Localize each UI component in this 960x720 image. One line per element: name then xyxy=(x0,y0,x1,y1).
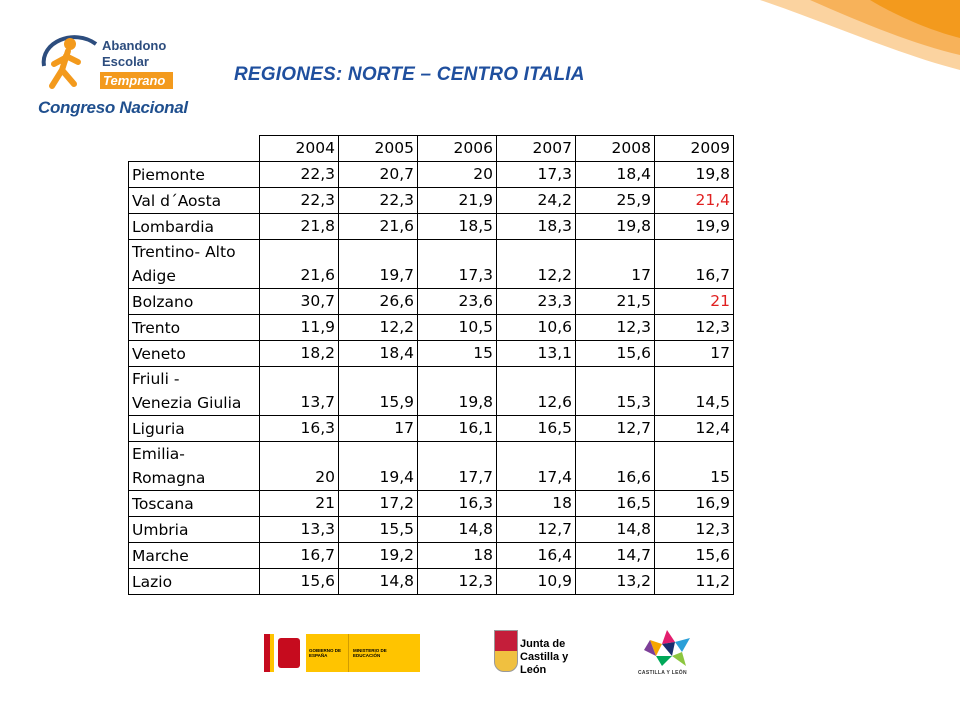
region-name-line: Lombardia xyxy=(132,218,215,236)
value-cell: 26,6 xyxy=(339,289,418,315)
region-name-cell xyxy=(129,367,260,416)
value-cell: 16,7 xyxy=(655,240,734,289)
value-cell: 17 xyxy=(655,341,734,367)
regions-table xyxy=(128,135,734,595)
value-cell: 17 xyxy=(339,416,418,442)
table-row xyxy=(129,491,734,517)
value-cell: 14,8 xyxy=(576,517,655,543)
logo-text-congreso: Congreso Nacional xyxy=(38,98,188,117)
value-cell: 14,8 xyxy=(339,569,418,595)
region-name-cell xyxy=(129,341,260,367)
table-row xyxy=(129,240,734,289)
value-cell: 21 xyxy=(655,289,734,315)
table-row xyxy=(129,416,734,442)
value-cell: 16,1 xyxy=(418,416,497,442)
value-cell: 16,5 xyxy=(497,416,576,442)
value-cell: 16,3 xyxy=(260,416,339,442)
value-cell: 16,3 xyxy=(418,491,497,517)
value-cell: 12,6 xyxy=(497,367,576,416)
value-cell: 16,6 xyxy=(576,442,655,491)
value-cell: 18,4 xyxy=(339,341,418,367)
junta-line2: Castilla y León xyxy=(520,651,569,676)
value-cell: 21,5 xyxy=(576,289,655,315)
logo-text-temprano: Temprano xyxy=(100,72,173,89)
table-row xyxy=(129,315,734,341)
value-cell: 20 xyxy=(260,442,339,491)
year-header-cell: 2008 xyxy=(576,136,655,162)
value-cell: 10,9 xyxy=(497,569,576,595)
table-row xyxy=(129,214,734,240)
region-name-cell xyxy=(129,289,260,315)
table-row xyxy=(129,442,734,491)
value-cell: 15,6 xyxy=(576,341,655,367)
header-blank-cell xyxy=(129,136,260,162)
value-cell: 12,3 xyxy=(655,517,734,543)
region-name-cell xyxy=(129,162,260,188)
value-cell: 16,5 xyxy=(576,491,655,517)
value-cell: 17,7 xyxy=(418,442,497,491)
region-name-line: Venezia Giulia xyxy=(132,394,242,412)
region-name-cell xyxy=(129,442,260,491)
region-name-line: Trento xyxy=(132,319,181,337)
table-row xyxy=(129,341,734,367)
value-cell: 17,3 xyxy=(497,162,576,188)
value-cell: 12,7 xyxy=(576,416,655,442)
region-name-cell xyxy=(129,491,260,517)
value-cell: 16,7 xyxy=(260,543,339,569)
value-cell: 21 xyxy=(260,491,339,517)
region-name-line: Lazio xyxy=(132,573,173,591)
value-cell: 12,3 xyxy=(655,315,734,341)
flag-yellow-stripe xyxy=(270,634,274,672)
value-cell: 12,2 xyxy=(339,315,418,341)
regions-table-body xyxy=(129,136,734,595)
shield-icon xyxy=(494,630,518,672)
abandono-escolar-logo xyxy=(34,28,204,128)
ministerio-box xyxy=(348,634,420,672)
region-name-line: Friuli - xyxy=(132,370,180,388)
region-name-cell xyxy=(129,416,260,442)
value-cell: 18,3 xyxy=(497,214,576,240)
region-name-line: Bolzano xyxy=(132,293,194,311)
value-cell: 13,3 xyxy=(260,517,339,543)
value-cell: 25,9 xyxy=(576,188,655,214)
value-cell: 21,6 xyxy=(339,214,418,240)
value-cell: 23,6 xyxy=(418,289,497,315)
value-cell: 14,7 xyxy=(576,543,655,569)
year-header-cell: 2006 xyxy=(418,136,497,162)
value-cell: 19,4 xyxy=(339,442,418,491)
value-cell: 13,2 xyxy=(576,569,655,595)
value-cell: 22,3 xyxy=(260,188,339,214)
region-name-line: Liguria xyxy=(132,420,185,438)
region-name-line: Marche xyxy=(132,547,189,565)
castilla-leon-label: CASTILLA Y LEÓN xyxy=(638,670,687,676)
value-cell: 15 xyxy=(655,442,734,491)
region-name-cell xyxy=(129,517,260,543)
value-cell: 16,4 xyxy=(497,543,576,569)
table-row xyxy=(129,162,734,188)
region-name-cell xyxy=(129,214,260,240)
value-cell: 22,3 xyxy=(339,188,418,214)
region-name-cell xyxy=(129,315,260,341)
value-cell: 16,9 xyxy=(655,491,734,517)
castilla-leon-brand-logo xyxy=(636,628,696,686)
region-name-line: Emilia- xyxy=(132,445,185,463)
logo-text-escolar: Escolar xyxy=(102,54,149,69)
value-cell: 21,4 xyxy=(655,188,734,214)
value-cell: 20,7 xyxy=(339,162,418,188)
value-cell: 17 xyxy=(576,240,655,289)
value-cell: 18,4 xyxy=(576,162,655,188)
value-cell: 23,3 xyxy=(497,289,576,315)
value-cell: 18,2 xyxy=(260,341,339,367)
value-cell: 17,4 xyxy=(497,442,576,491)
region-name-cell xyxy=(129,240,260,289)
ministerio-label: MINISTERIO DE EDUCACIÓN xyxy=(353,648,387,658)
value-cell: 15,6 xyxy=(655,543,734,569)
table-row xyxy=(129,188,734,214)
star-mosaic-icon xyxy=(642,628,692,668)
gobierno-box xyxy=(306,634,348,672)
value-cell: 17,2 xyxy=(339,491,418,517)
value-cell: 21,9 xyxy=(418,188,497,214)
table-row xyxy=(129,543,734,569)
region-name-cell xyxy=(129,188,260,214)
value-cell: 12,3 xyxy=(576,315,655,341)
value-cell: 19,9 xyxy=(655,214,734,240)
corner-swoosh-decoration xyxy=(700,0,960,120)
table-row xyxy=(129,367,734,416)
coat-of-arms-icon xyxy=(278,638,300,668)
value-cell: 19,2 xyxy=(339,543,418,569)
region-name-line: Romagna xyxy=(132,469,206,487)
value-cell: 21,6 xyxy=(260,240,339,289)
value-cell: 15,6 xyxy=(260,569,339,595)
value-cell: 10,6 xyxy=(497,315,576,341)
value-cell: 11,2 xyxy=(655,569,734,595)
value-cell: 18,5 xyxy=(418,214,497,240)
region-name-cell xyxy=(129,543,260,569)
year-header-cell: 2004 xyxy=(260,136,339,162)
value-cell: 19,8 xyxy=(576,214,655,240)
value-cell: 19,8 xyxy=(418,367,497,416)
value-cell: 24,2 xyxy=(497,188,576,214)
gobierno-espana-logo xyxy=(264,634,419,672)
table-row xyxy=(129,289,734,315)
value-cell: 12,4 xyxy=(655,416,734,442)
region-name-line: Piemonte xyxy=(132,166,205,184)
value-cell: 21,8 xyxy=(260,214,339,240)
value-cell: 19,8 xyxy=(655,162,734,188)
region-name-line: Umbria xyxy=(132,521,189,539)
value-cell: 12,7 xyxy=(497,517,576,543)
region-name-cell xyxy=(129,569,260,595)
junta-castilla-leon-logo xyxy=(494,630,594,676)
value-cell: 15,3 xyxy=(576,367,655,416)
slide-title: REGIONES: NORTE – CENTRO ITALIA xyxy=(234,64,585,85)
value-cell: 15,5 xyxy=(339,517,418,543)
value-cell: 22,3 xyxy=(260,162,339,188)
value-cell: 15 xyxy=(418,341,497,367)
value-cell: 12,3 xyxy=(418,569,497,595)
value-cell: 19,7 xyxy=(339,240,418,289)
value-cell: 30,7 xyxy=(260,289,339,315)
value-cell: 15,9 xyxy=(339,367,418,416)
value-cell: 18 xyxy=(497,491,576,517)
value-cell: 14,5 xyxy=(655,367,734,416)
region-name-line: Veneto xyxy=(132,345,186,363)
region-name-line: Trentino- Alto xyxy=(132,243,236,261)
year-header-cell: 2007 xyxy=(497,136,576,162)
region-name-line: Val d´Aosta xyxy=(132,192,222,210)
value-cell: 20 xyxy=(418,162,497,188)
value-cell: 11,9 xyxy=(260,315,339,341)
value-cell: 13,1 xyxy=(497,341,576,367)
junta-text xyxy=(520,638,594,677)
value-cell: 17,3 xyxy=(418,240,497,289)
logo-text-abandono: Abandono xyxy=(102,38,167,53)
table-header-row xyxy=(129,136,734,162)
region-name-line: Adige xyxy=(132,267,176,285)
runner-icon xyxy=(34,28,104,98)
value-cell: 10,5 xyxy=(418,315,497,341)
value-cell: 14,8 xyxy=(418,517,497,543)
value-cell: 13,7 xyxy=(260,367,339,416)
table-row xyxy=(129,569,734,595)
table-row xyxy=(129,517,734,543)
year-header-cell: 2009 xyxy=(655,136,734,162)
value-cell: 12,2 xyxy=(497,240,576,289)
year-header-cell: 2005 xyxy=(339,136,418,162)
junta-line1: Junta de xyxy=(520,638,566,650)
footer-logos xyxy=(0,628,960,688)
value-cell: 18 xyxy=(418,543,497,569)
gobierno-label: GOBIERNO DE ESPAÑA xyxy=(309,648,342,658)
region-name-line: Toscana xyxy=(132,495,194,513)
